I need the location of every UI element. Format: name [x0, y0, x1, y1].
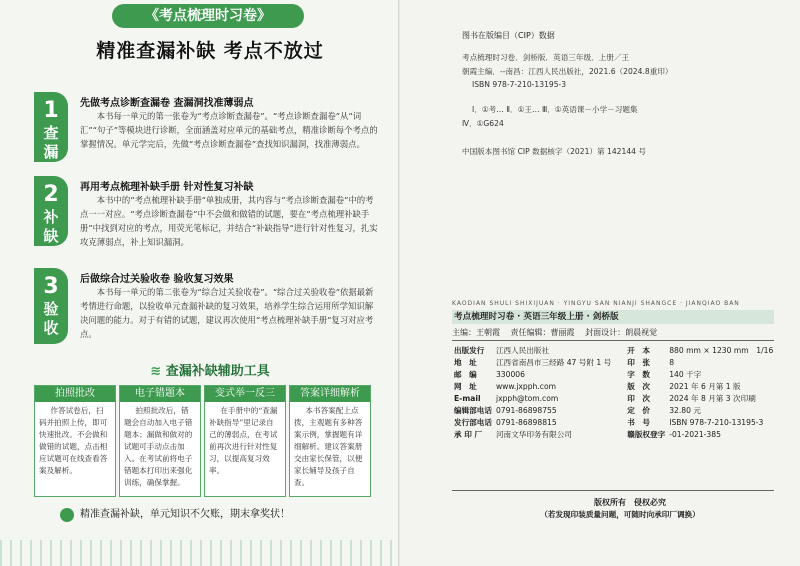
tool-card-body: 在手册中的“查漏补缺指导”里记录自己的薄弱点，在考试前再次进行针对性复习，以提高复习效率。 — [209, 406, 278, 475]
step-word: 查 — [43, 124, 59, 142]
cip-class-2: Ⅳ．①G624 — [462, 119, 504, 128]
info-value: -01-2021-385 — [669, 429, 721, 439]
book-title: 考点梳理时习卷 · 英语三年级上册 · 剑桥版 — [452, 310, 774, 324]
step-1-tab — [34, 92, 68, 162]
publication-info-table — [452, 344, 775, 440]
divider — [452, 340, 774, 341]
step-2-body: 本书中的“考点梳理补缺手册”单独成册，其内容与“考点诊断查漏卷”中的考点一一对应。“考点诊断查漏卷”中不会做和做错的试题，要在“考点梳理补缺手册”中找到对应的考点，用荧光笔标记，并结合“补缺指导”进行针对性复习，扎实攻克薄弱点，补上知识漏洞。 — [80, 195, 378, 247]
info-key: 印 张 — [627, 357, 651, 367]
info-key: 字 数 — [627, 369, 651, 379]
info-key: 邮 编 — [454, 369, 477, 379]
table-row — [452, 416, 775, 428]
info-value: 2021 年 6 月第 1 版 — [669, 381, 741, 391]
info-value: 2024 年 8 月第 3 次印刷 — [669, 393, 756, 403]
info-value: 河南文华印务有限公司 — [495, 429, 572, 439]
tools-title-text: 查漏补缺辅助工具 — [165, 364, 270, 379]
tool-card-head: 变式举一反三 — [205, 386, 285, 402]
copyright-notice: 版权所有 侵权必究 — [594, 498, 666, 507]
tool-card-head: 电子错题本 — [120, 386, 200, 402]
info-key: 出版发行 — [454, 345, 485, 355]
info-key: 发行部电话 — [454, 417, 492, 427]
table-row — [452, 380, 775, 392]
tool-card-body: 拍照批改后，错题会自动加入电子错题本；漏做和做对的试题可手动点击加入。在考试前将电子错题本打印出来强化训练，确保掌握。 — [124, 406, 193, 487]
print-quality-notice: （若发现印装质量问题，可随时向承印厂调换） — [540, 510, 700, 519]
step-2-tab — [34, 176, 68, 246]
decorative-footer — [0, 540, 400, 566]
step-3-body: 本书每一单元的第二张卷为“综合过关验收卷”。“综合过关验收卷”依据最新考情进行命题，以验收单元查漏补缺的复习效果，培养学生综合运用所学知识解决问题的能力。对于有错的试题，建议再次使用“考点梳理补缺手册”复习对应考点。 — [80, 287, 374, 339]
tool-card-error-notebook — [119, 385, 201, 497]
info-value: ISBN 978-7-210-13195-3 — [669, 417, 764, 427]
book-series-banner: 《考点梳理时习卷》 — [112, 4, 304, 28]
table-row — [452, 392, 775, 404]
table-row — [452, 344, 775, 356]
step-1-title: 先做考点诊断查漏卷 查漏洞找准薄弱点 — [80, 98, 254, 109]
table-row — [452, 356, 775, 368]
slogan-text: 精准查漏补缺，单元知识不欠账，期末拿奖状！ — [80, 509, 290, 520]
table-row — [452, 404, 775, 416]
tool-card-head: 答案详细解析 — [290, 386, 370, 402]
headline: 精准查漏补缺 考点不放过 — [96, 40, 324, 62]
wave-icon: ≋ — [150, 364, 162, 379]
credit-cover-design: 封面设计：朗晨视觉 — [585, 328, 658, 337]
step-word: 验 — [43, 300, 59, 318]
tool-card-variations — [204, 385, 286, 497]
cip-number: 中国版本图书馆 CIP 数据核字（2021）第 142144 号 — [462, 147, 646, 156]
info-key: 印 次 — [627, 393, 651, 403]
slogan — [60, 505, 370, 523]
step-number: 2 — [43, 182, 59, 207]
divider — [452, 490, 774, 491]
step-word: 缺 — [43, 227, 59, 245]
cip-heading: 图书在版编目（CIP）数据 — [462, 31, 555, 40]
step-word: 补 — [43, 208, 59, 226]
pinyin-title: KAODIAN SHULI SHIXIJUAN · YINGYU SAN NIANJI SHANGCE · JIANQIAO BAN — [452, 300, 740, 307]
credit-editor: 主编：王朝霞 — [452, 328, 500, 337]
step-word: 收 — [43, 319, 59, 337]
table-row — [452, 368, 775, 380]
info-key: 网 址 — [454, 381, 477, 391]
info-value: 32.80 元 — [669, 405, 701, 415]
right-page — [400, 0, 800, 566]
tools-title — [130, 360, 290, 379]
tool-card-answer-analysis — [289, 385, 371, 497]
step-2-title: 再用考点梳理补缺手册 针对性复习补缺 — [80, 182, 254, 193]
info-value: 880 mm × 1230 mm 1/16 — [669, 345, 774, 355]
info-value: 8 — [669, 357, 675, 367]
info-key: 书 号 — [627, 417, 651, 427]
credit-responsible-editor: 责任编辑：曹丽霞 — [510, 328, 575, 337]
info-key: E-mail — [454, 393, 481, 403]
info-value: 江西省南昌市三经路 47 号附 1 号 — [495, 357, 612, 367]
info-key: 承 印 厂 — [454, 429, 483, 439]
table-row — [452, 428, 775, 440]
info-value: 江西人民出版社 — [495, 345, 550, 355]
step-word: 漏 — [43, 143, 59, 161]
info-key: 开 本 — [627, 345, 651, 355]
info-key: 编辑部电话 — [454, 405, 492, 415]
cip-isbn: ISBN 978-7-210-13195-3 — [472, 80, 567, 89]
tool-card-body: 作答试卷后，扫码并拍照上传，即可快速批改。不会做和做错的试题，点击相应试题可在线查看答案及解析。 — [39, 406, 108, 475]
step-1-body: 本书每一单元的第一张卷为“考点诊断查漏卷”。“考点诊断查漏卷”从“词汇”“句子”等模块进行诊断，全面涵盖对应单元的基础考点，精准诊断每个考点的掌握情况。单元学完后，先做“考点诊断查漏卷”查找知识漏洞，找准薄弱点。 — [80, 111, 378, 149]
hand-icon — [60, 508, 74, 522]
info-key: 地 址 — [454, 357, 477, 367]
tool-card-body: 本书答案配上点拨，主观题有多种答案示例，掌握题有详细解析。建议答案册交由家长保管，以便家长辅导及孩子自查。 — [294, 406, 363, 487]
step-number: 1 — [43, 98, 59, 123]
info-value: www.jxpph.com — [495, 381, 557, 391]
info-value: 140 千字 — [669, 369, 702, 379]
tool-card-head: 拍照批改 — [35, 386, 115, 402]
info-value: 0791-86898755 — [495, 405, 557, 415]
tool-card-photo-grading — [34, 385, 116, 497]
info-key: 版 次 — [627, 381, 651, 391]
credits — [452, 327, 772, 338]
cip-class-1: Ⅰ．①考… Ⅱ．①王… Ⅲ．①英语课－小学－习题集 — [472, 105, 638, 114]
step-3-title: 后做综合过关验收卷 验收复习效果 — [80, 274, 234, 285]
info-key: 定 价 — [627, 405, 651, 415]
info-value: 0791-86898815 — [495, 417, 557, 427]
step-number: 3 — [43, 274, 59, 299]
info-key: 赣版权登字 — [627, 429, 666, 439]
step-3-tab — [34, 268, 68, 344]
info-value: 330006 — [495, 369, 525, 379]
cip-line: 朝霞主编．--南昌：江西人民出版社，2021.6（2024.8重印） — [462, 67, 673, 76]
info-value: jxpph@tom.com — [495, 393, 559, 403]
cip-line: 考点梳理时习卷．剑桥版．英语三年级．上册／王 — [462, 53, 630, 62]
